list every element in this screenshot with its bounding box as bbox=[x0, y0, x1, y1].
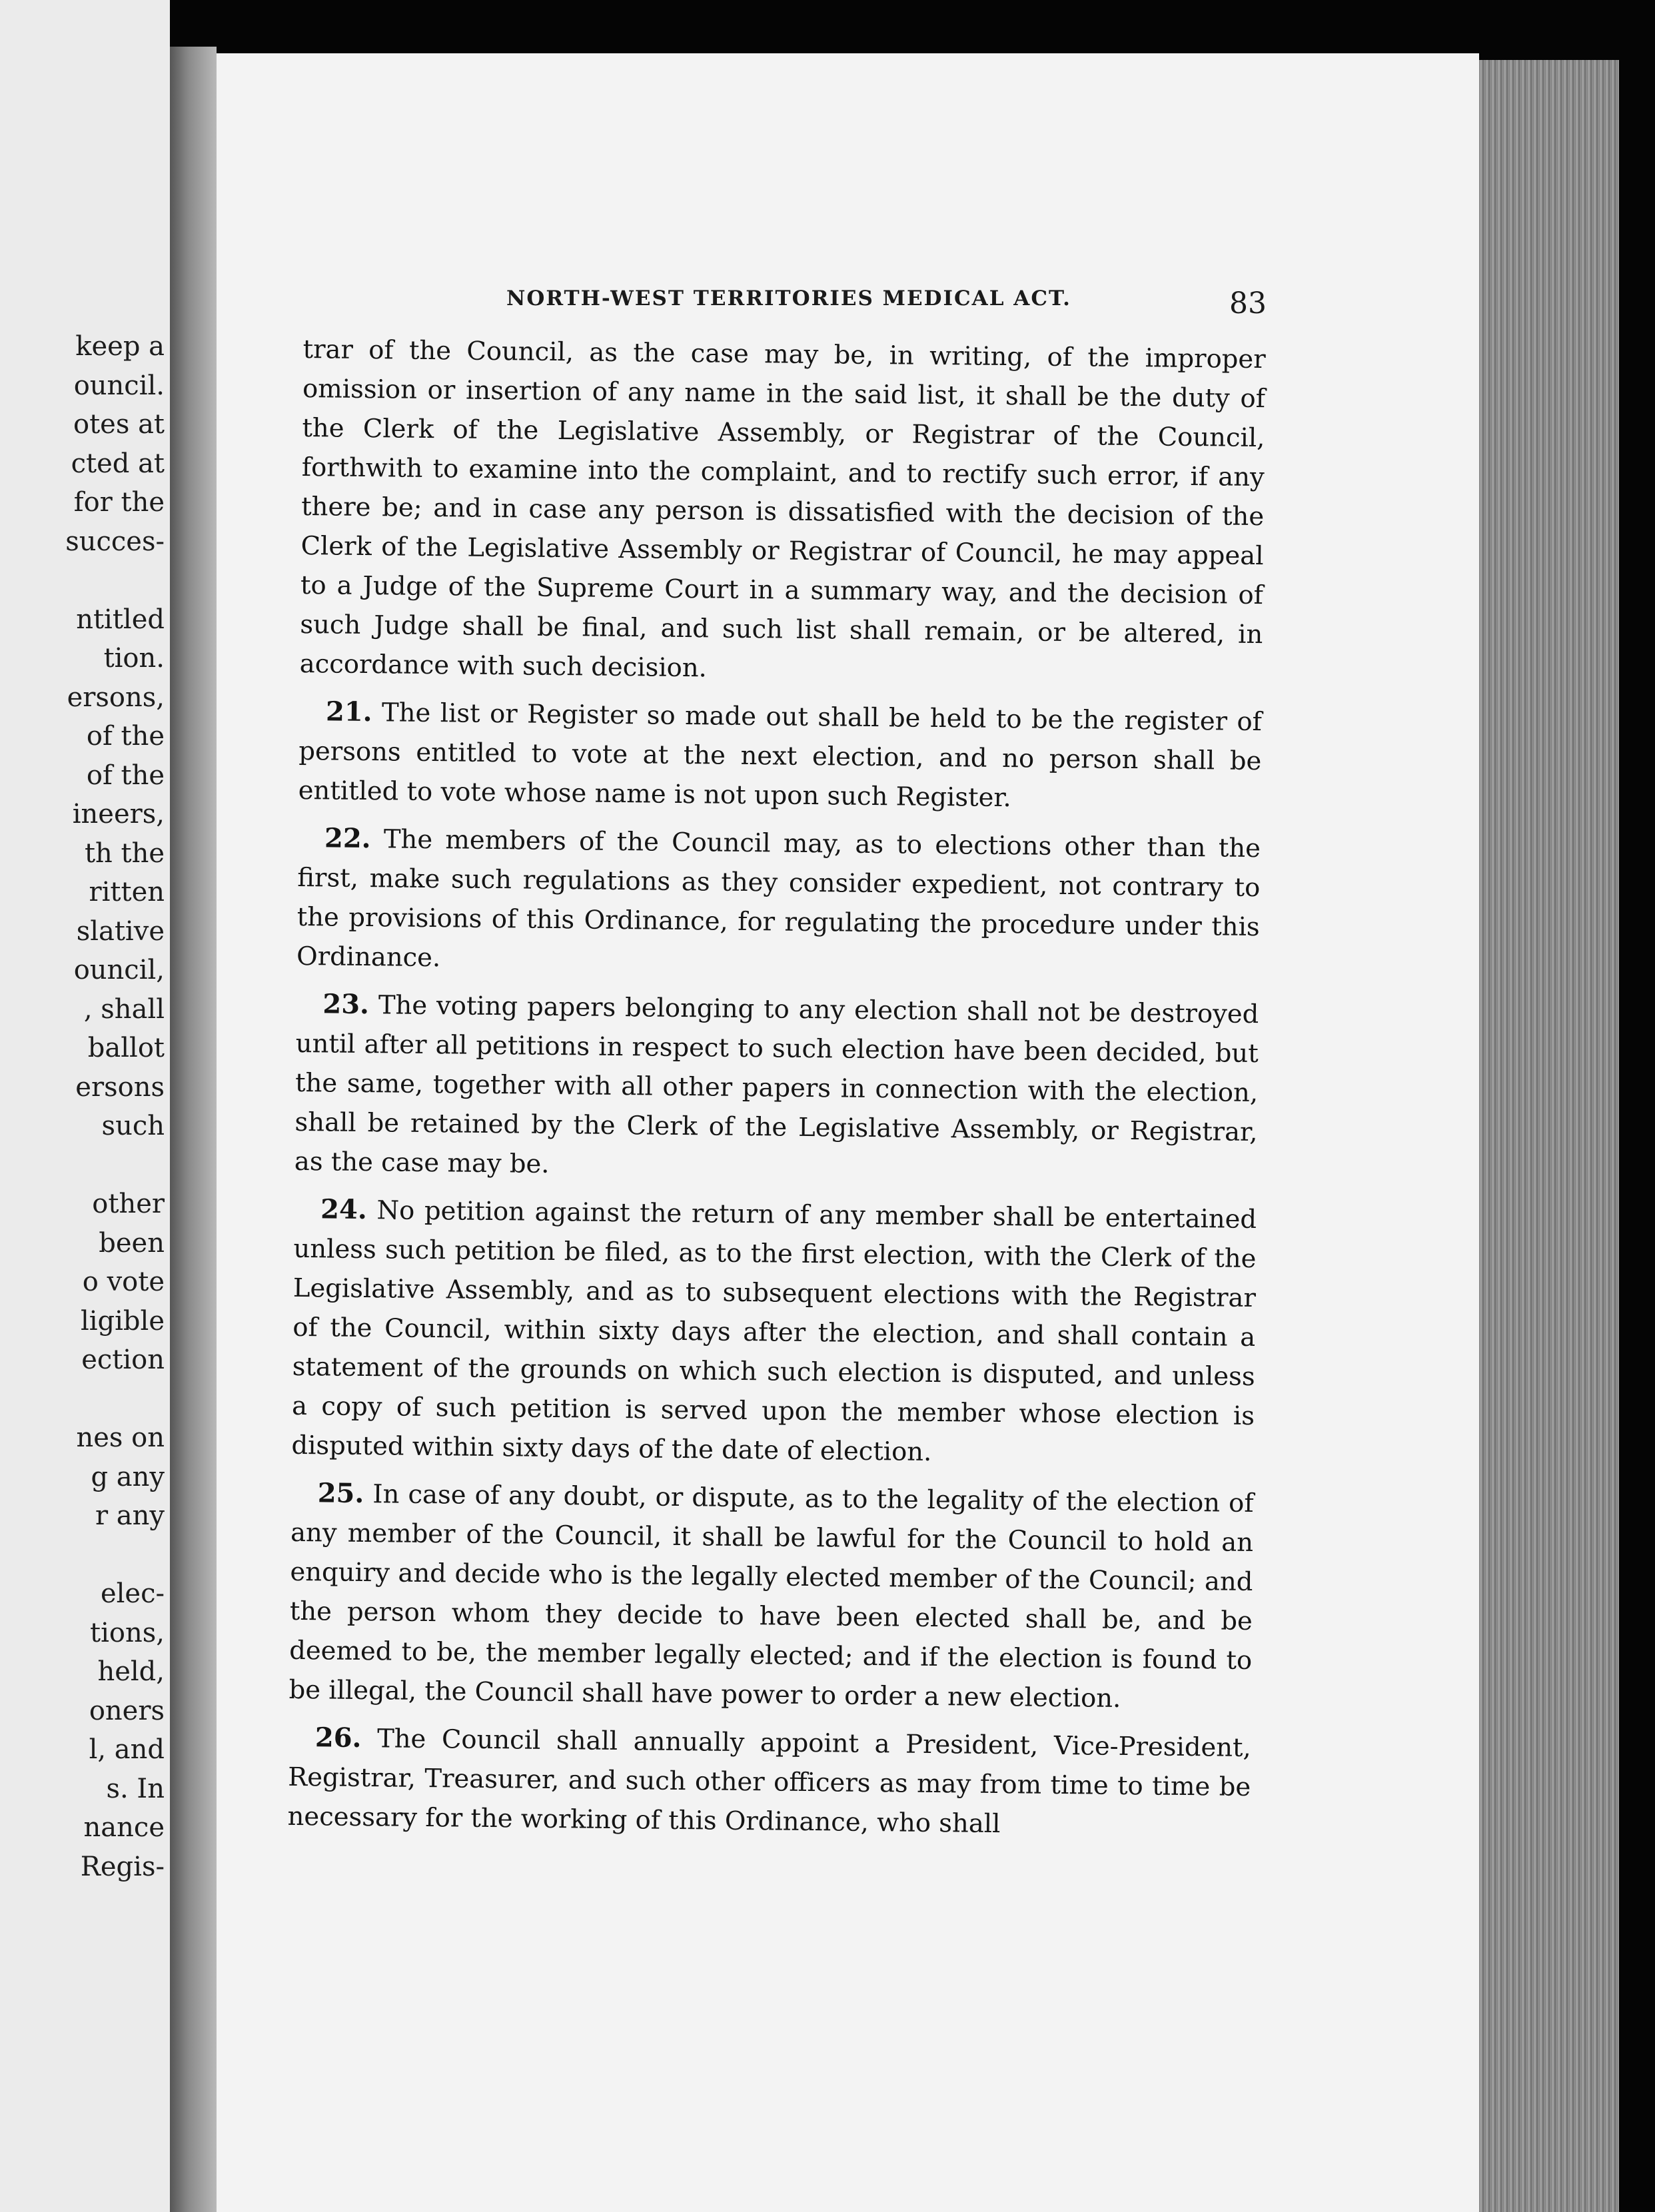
left-page-line: of the bbox=[86, 721, 165, 752]
page-number: 83 bbox=[1229, 286, 1267, 320]
section-23 bbox=[294, 984, 1259, 1191]
left-page-line: keep a bbox=[75, 331, 165, 362]
left-page-line: nance bbox=[83, 1812, 165, 1843]
left-page-line: l, and bbox=[89, 1734, 165, 1765]
left-page-line: ntitled bbox=[76, 604, 165, 635]
paragraph-text: The members of the Council may, as to elections other than the first, make such regulations as they consider expedient, not contrary to the provisions of this Ordinance, for regulating the procedure under this Ordinance. bbox=[296, 824, 1261, 973]
left-page-line: ersons, bbox=[67, 682, 165, 713]
left-page-line: , shall bbox=[83, 993, 165, 1025]
section-22 bbox=[296, 818, 1261, 986]
left-page-fragment bbox=[0, 0, 170, 2212]
left-page-line: ineers, bbox=[72, 799, 165, 830]
left-page-line: other bbox=[92, 1189, 165, 1219]
left-page-line: o vote bbox=[82, 1267, 165, 1297]
paragraph-text: The Council shall annually appoint a President, Vice-President, Registrar, Treasurer, and such other officers as may from time to time be necessary for the working of this Ordinance, who shall bbox=[287, 1724, 1252, 1840]
left-page-line: for the bbox=[73, 487, 165, 518]
left-page-line: ersons bbox=[75, 1071, 165, 1103]
left-page-line: tion. bbox=[103, 643, 165, 674]
left-page-line: such bbox=[101, 1111, 165, 1141]
left-page-line: Regis- bbox=[80, 1851, 165, 1882]
page-edges bbox=[1479, 60, 1619, 2212]
paragraph-text: The list or Register so made out shall be held to be the register of persons entitled to vote at the next election, and no person shall be entitled to vote whose name is not upon such Register. bbox=[298, 698, 1263, 814]
left-page-line: of the bbox=[86, 760, 165, 791]
left-page-line: ligible bbox=[80, 1305, 165, 1337]
paragraph-text: No petition against the return of any member shall be entertained unless such petition be filed, as to the first election, with the Clerk of the Legislative Assembly, and as to subsequent elections with the Registrar of the Council, within sixty days after the election, and shall contain a statement of the grounds on which such election is disputed, and unless a copy of such petition is served upon the member whose election is disputed within sixty days of the date of election. bbox=[291, 1195, 1257, 1467]
left-page-line: cted at bbox=[71, 448, 165, 479]
left-page-line: elec- bbox=[100, 1578, 165, 1609]
page-body bbox=[287, 330, 1266, 1854]
left-page-line: otes at bbox=[73, 409, 165, 440]
left-page-line: slative bbox=[76, 915, 165, 947]
left-page-line: r any bbox=[95, 1500, 165, 1531]
section-number: 23. bbox=[322, 988, 370, 1021]
section-21 bbox=[298, 692, 1262, 820]
left-page-line: ouncil, bbox=[73, 955, 165, 985]
paragraph-text: In case of any doubt, or dispute, as to the legality of the election of any member of the Council, it shall be lawful for the Council to hold an enquiry and decide who is the legally elected member of the Council; and the person whom they decide to have been elected shall be, and be deemed to be, the member legally elected; and if the election is found to be illegal, the Council shall have power to order a new election. bbox=[288, 1479, 1254, 1714]
left-page-line: held, bbox=[97, 1656, 165, 1687]
left-page-line: tions, bbox=[90, 1617, 165, 1648]
left-page-line: nes on bbox=[76, 1422, 165, 1453]
left-page-line: ballot bbox=[87, 1033, 165, 1063]
left-page-line: s. In bbox=[106, 1773, 165, 1804]
left-page-line: ritten bbox=[89, 877, 165, 907]
section-number: 25. bbox=[317, 1477, 364, 1510]
left-page-line: ouncil. bbox=[73, 370, 165, 401]
section-number: 21. bbox=[325, 696, 372, 728]
left-page-line: th the bbox=[84, 837, 165, 869]
paragraph-text: The voting papers belonging to any election shall not be destroyed until after all petitions in respect to such election have been decided, but the same, together with all other papers in connection with the election, shall be retained by the Clerk of the Legislative Assembly, or Registrar, as the case may be. bbox=[294, 990, 1259, 1179]
section-24 bbox=[291, 1189, 1257, 1475]
running-header: NORTH-WEST TERRITORIES MEDICAL ACT. bbox=[506, 286, 1071, 310]
book-gutter bbox=[170, 47, 217, 2212]
left-page-line: g any bbox=[91, 1461, 165, 1492]
paragraph-continued bbox=[299, 330, 1265, 694]
section-number: 26. bbox=[314, 1722, 362, 1754]
left-page-line: oners bbox=[89, 1695, 165, 1726]
section-number: 24. bbox=[320, 1193, 368, 1226]
paragraph-text: trar of the Council, as the case may be, in writing, of the improper omission or insertion of any name in the said list, it shall be the duty of the Clerk of the Legislative Assembly, or Registrar of the Council, forthwith to examine into the complaint, and to rectify such error, if any there be; and in case any person is dissatisfied with the decision of the Clerk of the Legislative Assembly or Registrar of Council, he may appeal to a Judge of the Supreme Court in a summary way, and the decision of such Judge shall be final, and such list shall remain, or be altered, in accordance with such decision. bbox=[299, 334, 1266, 684]
left-page-line: ection bbox=[81, 1345, 165, 1375]
section-26 bbox=[287, 1718, 1251, 1846]
left-page-line: succes- bbox=[65, 526, 165, 557]
section-number: 22. bbox=[324, 822, 371, 855]
section-25 bbox=[288, 1473, 1254, 1720]
left-page-line: been bbox=[99, 1227, 165, 1259]
